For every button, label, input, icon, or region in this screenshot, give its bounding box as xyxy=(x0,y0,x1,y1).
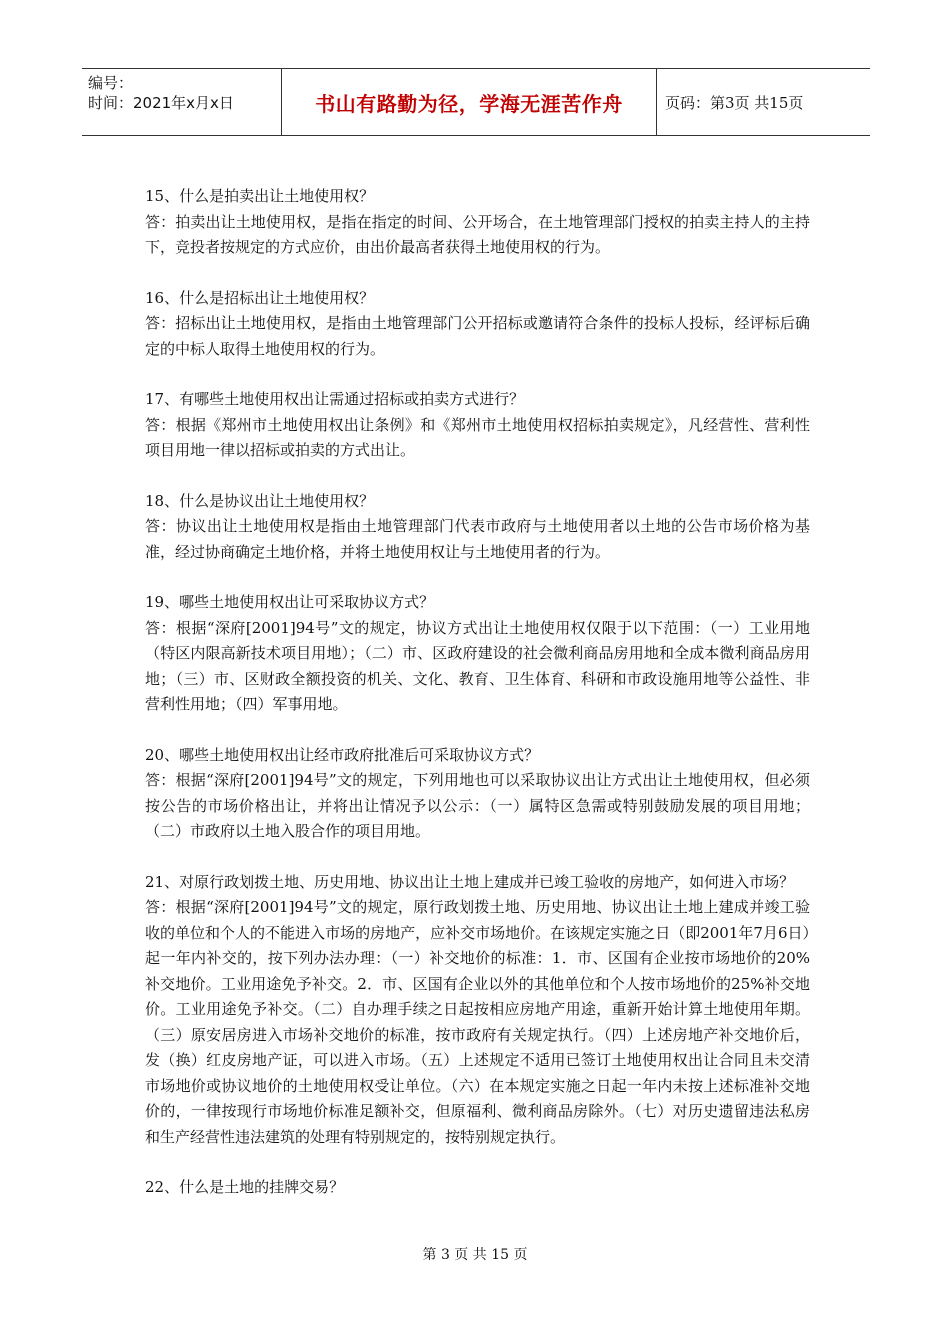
qa-item xyxy=(145,387,810,464)
answer: 答：拍卖出让土地使用权，是指在指定的时间、公开场合，在土地管理部门授权的拍卖主持人的主持下，竞投者按规定的方式应价，由出价最高者获得土地使用权的行为。 xyxy=(145,212,810,256)
qa-item xyxy=(145,870,810,1151)
answer: 答：协议出让土地使用权是指由土地管理部门代表市政府与土地使用者以土地的公告市场价格为基准，经过协商确定土地价格，并将土地使用权让与土地使用者的行为。 xyxy=(145,517,810,561)
header-page-info: 页码：第3页 共15页 xyxy=(665,93,804,112)
question: 22、什么是土地的挂牌交易？ xyxy=(145,1178,345,1196)
question: 19、哪些土地使用权出让可采取协议方式？ xyxy=(145,593,435,611)
question: 15、什么是拍卖出让土地使用权？ xyxy=(145,187,375,205)
document-body xyxy=(145,184,810,1226)
question: 16、什么是招标出让土地使用权？ xyxy=(145,288,375,307)
answer: 答：招标出让土地使用权，是指由土地管理部门公开招标或邀请符合条件的投标人投标，经评标后确定的中标人取得土地使用权的行为。 xyxy=(145,314,810,358)
qa-item xyxy=(145,489,810,566)
question: 18、什么是协议出让土地使用权？ xyxy=(145,491,375,510)
answer: 答：根据“深府[2001]94号”文的规定，原行政划拨土地、历史用地、协议出让土地上建成并竣工验收的单位和个人的不能进入市场的房地产，应补交市场地价。在该规定实施之日（即2001年7月6日）起一年内补交的，按下列办法办理：（一）补交地价的标准：1．市、区国有企业按市场地价的20%补交地价。工业用途免予补交。2．市、区国有企业以外的其他单位和个人按市场地价的25%补交地价。工业用途免予补交。（二）自办理手续之日起按相应房地产用途，重新开始计算土地使用年期。（三）原安居房进入市场补交地价的标准，按市政府有关规定执行。（四）上述房地产补交地价后，发（换）红皮房地产证，可以进入市场。（五）上述规定不适用已签订土地使用权出让合同且未交清市场地价或协议地价的土地使用权受让单位。（六）在本规定实施之日起一年内未按上述标准补交地价的，一律按现行市场地价标准足额补交，但原福利、微利商品房除外。（七）对历史遗留违法私房和生产经营性违法建筑的处理有特别规定的，按特别规定执行。 xyxy=(145,898,810,1146)
answer: 答：根据“深府[2001]94号”文的规定，下列用地也可以采取协议出让方式出让土地使用权，但必须按公告的市场价格出让，并将出让情况予以公示：（一）属特区急需或特别鼓励发展的项目用地；（二）市政府以土地入股合作的项目用地。 xyxy=(145,771,810,840)
qa-item xyxy=(145,590,810,718)
question: 17、有哪些土地使用权出让需通过招标或拍卖方式进行？ xyxy=(145,390,525,408)
page-footer: 第 3 页 共 15 页 xyxy=(422,1247,528,1263)
header-meta xyxy=(82,69,282,135)
qa-item xyxy=(145,184,810,261)
answer: 答：根据“深府[2001]94号”文的规定，协议方式出让土地使用权仅限于以下范围：（一）工业用地（特区内限高新技术项目用地）；（二）市、区政府建设的社会微利商品房用地和全成本微利商品房用地；（三）市、区财政全额投资的机关、文化、教育、卫生体育、科研和市政设施用地等公益性、非营利性用地；（四）军事用地。 xyxy=(145,618,810,713)
answer: 答：根据《郑州市土地使用权出让条例》和《郑州市土地使用权招标拍卖规定》，凡经营性、营利性项目用地一律以招标或拍卖的方式出让。 xyxy=(145,415,810,459)
header-motto: 书山有路勤为径，学海无涯苦作舟 xyxy=(282,69,657,135)
page-header xyxy=(82,68,870,136)
qa-item xyxy=(145,1175,810,1201)
qa-item xyxy=(145,743,810,845)
qa-item xyxy=(145,286,810,363)
question: 20、哪些土地使用权出让经市政府批准后可采取协议方式？ xyxy=(145,745,540,764)
question: 21、对原行政划拨土地、历史用地、协议出让土地上建成并已竣工验收的房地产，如何进入市场？ xyxy=(145,872,795,891)
number-label: 编号： xyxy=(88,74,134,92)
time-label: 时间：2021年x月x日 xyxy=(88,94,234,112)
